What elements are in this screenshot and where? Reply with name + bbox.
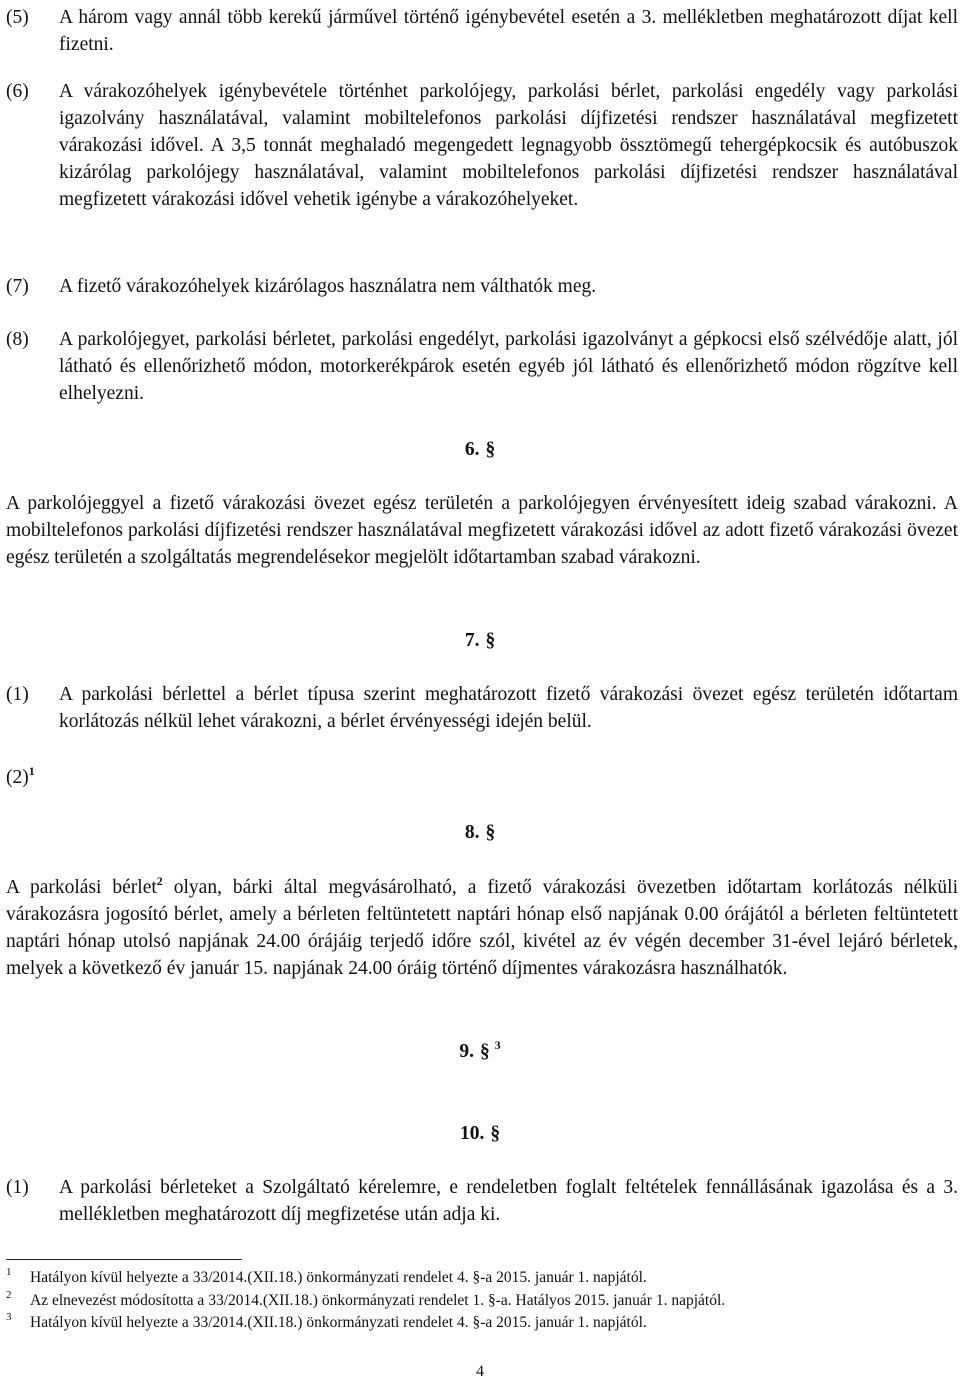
section-8-text xyxy=(6,874,958,982)
section-symbol: § xyxy=(485,822,496,843)
paragraph-number: (8) xyxy=(6,329,29,350)
footnote-3 xyxy=(6,1313,958,1333)
section-7-paragraph-1 xyxy=(6,681,958,735)
paragraph-8 xyxy=(6,326,958,407)
section-number: 7. xyxy=(464,630,480,651)
section-8-text-start: A parkolási bérlet xyxy=(6,877,157,898)
section-heading-10 xyxy=(0,1120,960,1147)
paragraph-number: (5) xyxy=(6,7,29,28)
paragraph-number: (2) xyxy=(6,767,29,788)
page-number: 4 xyxy=(476,1363,484,1380)
section-number: 9. xyxy=(459,1041,474,1062)
section-6-text: A parkolójeggyel a fizető várakozási övezet egész területén a parkolójegyen érvényesített ideig szabad várakozni. A mobiltelefonos parkolási díjfizetési rendszer használatával megfizetett várakozási idővel az adott fizető várakozási övezet egész területén a szolgáltatás megrendelésekor megjelölt időtartamban szabad várakozni. xyxy=(6,493,958,568)
footnote-1 xyxy=(6,1268,958,1288)
footnote-number: 1 xyxy=(6,1266,12,1278)
section-number: 8. xyxy=(464,822,480,843)
footnote-text: Hatályon kívül helyezte a 33/2014.(XII.18.) önkormányzati rendelet 4. §-a 2015. január 1. napjától. xyxy=(30,1269,647,1286)
footnote-ref[interactable]: 1 xyxy=(28,764,35,778)
section-symbol: § xyxy=(480,1041,490,1062)
footnote-2 xyxy=(6,1291,958,1311)
paragraph-7 xyxy=(6,273,958,300)
footnote-ref[interactable]: 3 xyxy=(494,1038,501,1052)
paragraph-number: (7) xyxy=(6,276,29,297)
footnote-number: 2 xyxy=(6,1289,12,1301)
section-10-paragraph-1 xyxy=(6,1174,958,1228)
section-number: 6. xyxy=(464,439,480,460)
paragraph-number: (1) xyxy=(6,684,29,705)
section-heading-9 xyxy=(0,1038,960,1065)
footnote-text: Az elnevezést módosította a 33/2014.(XII.18.) önkormányzati rendelet 1. §-a. Hatályos 2015. január 1. napjától. xyxy=(30,1292,726,1309)
paragraph-number: (1) xyxy=(6,1177,29,1198)
section-7-paragraph-2 xyxy=(6,764,958,791)
footnote-text: Hatályon kívül helyezte a 33/2014.(XII.18.) önkormányzati rendelet 4. §-a 2015. január 1. napjától. xyxy=(30,1314,647,1331)
paragraph-text: A parkolási bérleteket a Szolgáltató kérelemre, e rendeletben foglalt feltételek fennállásának igazolása és a 3. mellékletben meghatározott díj megfizetése után adja ki. xyxy=(59,1177,958,1225)
paragraph-text: A parkolási bérlettel a bérlet típusa szerint meghatározott fizető várakozási övezet egész területén időtartam korlátozás nélkül lehet várakozni, a bérlet érvényességi idején belül. xyxy=(59,684,958,732)
paragraph-text: A három vagy annál több kerekű járművel történő igénybevétel esetén a 3. mellékletben meghatározott díjat kell fizetni. xyxy=(59,7,958,55)
section-symbol: § xyxy=(485,439,496,460)
section-8-text-rest: olyan, bárki által megvásárolható, a fizető várakozási övezetben időtartam korlátozás nélküli várakozásra jogosító bérlet, amely a bérleten feltüntetett naptári hónap első napjának 0.00 órájától a bérleten feltüntetett naptári hónap utolsó napjának 24.00 órájáig terjedő időre szól, kivétel az év végén december 31-ével lejáró bérletek, melyek a következő év január 15. napjának 24.00 óráig történő díjmentes várakozásra használhatók. xyxy=(6,877,958,979)
paragraph-6 xyxy=(6,78,958,213)
paragraph-number: (6) xyxy=(6,81,29,102)
section-heading-8 xyxy=(0,819,960,846)
section-number: 10. xyxy=(459,1123,485,1144)
section-heading-7 xyxy=(0,627,960,654)
paragraph-5 xyxy=(6,4,958,58)
paragraph-text: A várakozóhelyek igénybevétele történhet parkolójegy, parkolási bérlet, parkolási engedély vagy parkolási igazolvány használatával, valamint mobiltelefonos parkolási díjfizetési rendszer használatával megfizetett várakozási idővel. A 3,5 tonnát meghaladó megengedett legnagyobb össztömegű tehergépkocsik és autóbuszok kizárólag parkolójegy használatával, valamint mobiltelefonos parkolási díjfizetési rendszer használatával megfizetett várakozási idővel vehetik igénybe a várakozóhelyeket. xyxy=(59,81,958,210)
paragraph-text: A fizető várakozóhelyek kizárólagos használatra nem válthatók meg. xyxy=(59,276,597,297)
section-symbol: § xyxy=(490,1123,501,1144)
paragraph-text: A parkolójegyet, parkolási bérletet, parkolási engedélyt, parkolási igazolványt a gépkocsi első szélvédője alatt, jól látható és ellenőrizhető módon, motorkerékpárok esetén egyéb jól látható és ellenőrizhető módon rögzítve kell elhelyezni. xyxy=(59,329,958,404)
footnote-ref[interactable]: 2 xyxy=(156,874,163,888)
footnote-separator xyxy=(6,1259,242,1260)
footnote-number: 3 xyxy=(6,1311,12,1323)
section-heading-6 xyxy=(0,436,960,463)
section-symbol: § xyxy=(485,630,496,651)
